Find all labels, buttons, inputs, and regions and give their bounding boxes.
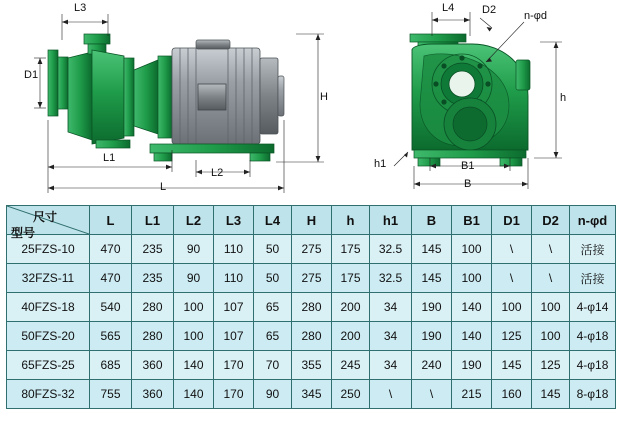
table-cell-D1: 100 xyxy=(492,293,532,322)
table-cell-L2: 140 xyxy=(174,380,214,409)
table-cell-h1: 32.5 xyxy=(370,235,412,264)
table-cell-L2: 140 xyxy=(174,351,214,380)
table-cell-D2: \ xyxy=(532,235,570,264)
table-cell-L: 470 xyxy=(90,264,132,293)
table-cell-D2: 145 xyxy=(532,380,570,409)
table-cell-L4: 50 xyxy=(254,264,292,293)
table-cell-D1: \ xyxy=(492,235,532,264)
table-cell-B: 190 xyxy=(412,293,452,322)
table-cell-D2: \ xyxy=(532,264,570,293)
table-cell-L4: 90 xyxy=(254,380,292,409)
table-cell-L2: 90 xyxy=(174,264,214,293)
table-cell-B1: 140 xyxy=(452,322,492,351)
table-cell-L1: 235 xyxy=(132,264,174,293)
table-cell-D1: 125 xyxy=(492,322,532,351)
pump-drawing xyxy=(0,0,621,200)
table-row xyxy=(7,380,616,409)
table-cell-B1: 140 xyxy=(452,293,492,322)
table-cell-h: 245 xyxy=(332,351,370,380)
table-cell-h: 175 xyxy=(332,264,370,293)
table-cell-n-phi-d: 4-φ14 xyxy=(570,293,616,322)
table-cell-L4: 65 xyxy=(254,293,292,322)
table-cell-n-phi-d: 活接 xyxy=(570,264,616,293)
table-cell-n-phi-d: 活接 xyxy=(570,235,616,264)
table-cell-model: 80FZS-32 xyxy=(7,380,90,409)
table-cell-B1: 100 xyxy=(452,264,492,293)
dim-label-H: H xyxy=(320,91,328,103)
table-header-h: h xyxy=(332,206,370,235)
table-cell-B: \ xyxy=(412,380,452,409)
table-cell-L2: 100 xyxy=(174,322,214,351)
corner-label-size: 尺寸 xyxy=(33,210,58,224)
table-cell-D1: \ xyxy=(492,264,532,293)
table-header-L: L xyxy=(90,206,132,235)
table-cell-h: 175 xyxy=(332,235,370,264)
dim-label-L: L xyxy=(160,181,167,193)
table-cell-L1: 360 xyxy=(132,380,174,409)
table-cell-n-phi-d: 4-φ18 xyxy=(570,351,616,380)
table-cell-h1: \ xyxy=(370,380,412,409)
table-header-D2: D2 xyxy=(532,206,570,235)
table-cell-L3: 110 xyxy=(214,264,254,293)
table-cell-L4: 70 xyxy=(254,351,292,380)
table-row xyxy=(7,235,616,264)
table-cell-L2: 100 xyxy=(174,293,214,322)
dim-label-h1: h1 xyxy=(374,158,387,170)
dim-label-D2: D2 xyxy=(482,4,497,16)
corner-label-model: 型号 xyxy=(11,226,36,240)
table-cell-L: 470 xyxy=(90,235,132,264)
table-cell-B1: 190 xyxy=(452,351,492,380)
table-cell-L3: 110 xyxy=(214,235,254,264)
table-row xyxy=(7,322,616,351)
table-cell-L1: 280 xyxy=(132,293,174,322)
table-header-L4: L4 xyxy=(254,206,292,235)
table-cell-L2: 90 xyxy=(174,235,214,264)
table-cell-D1: 145 xyxy=(492,351,532,380)
table-header-B: B xyxy=(412,206,452,235)
table-cell-h: 200 xyxy=(332,322,370,351)
table-corner-cell xyxy=(7,206,90,240)
dim-label-L3: L3 xyxy=(74,2,87,14)
table-cell-L1: 360 xyxy=(132,351,174,380)
table-cell-B1: 100 xyxy=(452,235,492,264)
table-cell-B1: 215 xyxy=(452,380,492,409)
table-header-h1: h1 xyxy=(370,206,412,235)
table-cell-B: 145 xyxy=(412,264,452,293)
table-cell-L3: 107 xyxy=(214,322,254,351)
table-cell-H: 275 xyxy=(292,264,332,293)
table-cell-h: 200 xyxy=(332,293,370,322)
table-row xyxy=(7,264,616,293)
table-header-H: H xyxy=(292,206,332,235)
table-cell-B: 240 xyxy=(412,351,452,380)
table-cell-L: 755 xyxy=(90,380,132,409)
table-cell-model: 40FZS-18 xyxy=(7,293,90,322)
table-cell-model: 50FZS-20 xyxy=(7,322,90,351)
table-header-D1: D1 xyxy=(492,206,532,235)
table-cell-H: 280 xyxy=(292,293,332,322)
table-cell-n-phi-d: 4-φ18 xyxy=(570,322,616,351)
dim-label-D1: D1 xyxy=(24,69,39,81)
dim-label-h: h xyxy=(560,92,567,104)
dim-label-L1: L1 xyxy=(103,152,116,164)
table-cell-L1: 280 xyxy=(132,322,174,351)
table-cell-L: 565 xyxy=(90,322,132,351)
table-row xyxy=(7,351,616,380)
table-cell-h1: 34 xyxy=(370,351,412,380)
table-cell-model: 32FZS-11 xyxy=(7,264,90,293)
table-cell-L3: 107 xyxy=(214,293,254,322)
dimension-table xyxy=(6,205,616,409)
table-cell-L4: 65 xyxy=(254,322,292,351)
table-header-row xyxy=(7,206,616,235)
table-cell-model: 65FZS-25 xyxy=(7,351,90,380)
dim-label-n-phi-d: n-φd xyxy=(524,10,548,22)
table-header-B1: B1 xyxy=(452,206,492,235)
table-cell-B: 145 xyxy=(412,235,452,264)
table-cell-model: 25FZS-10 xyxy=(7,235,90,264)
table-cell-L: 540 xyxy=(90,293,132,322)
table-cell-L3: 170 xyxy=(214,380,254,409)
table-cell-h: 250 xyxy=(332,380,370,409)
table-cell-L3: 170 xyxy=(214,351,254,380)
dim-label-B1: B1 xyxy=(461,160,475,172)
table-header-L3: L3 xyxy=(214,206,254,235)
table-cell-h1: 34 xyxy=(370,293,412,322)
table-cell-D2: 100 xyxy=(532,293,570,322)
table-cell-D2: 100 xyxy=(532,322,570,351)
table-cell-D2: 125 xyxy=(532,351,570,380)
dim-label-L2: L2 xyxy=(211,167,224,179)
front-view xyxy=(394,12,562,189)
dim-label-B: B xyxy=(464,178,472,190)
table-row xyxy=(7,293,616,322)
table-header-L1: L1 xyxy=(132,206,174,235)
table-cell-L: 685 xyxy=(90,351,132,380)
table-cell-L4: 50 xyxy=(254,235,292,264)
dim-label-L4: L4 xyxy=(442,2,455,14)
table-cell-h1: 32.5 xyxy=(370,264,412,293)
table-cell-H: 280 xyxy=(292,322,332,351)
table-header-L2: L2 xyxy=(174,206,214,235)
table-cell-n-phi-d: 8-φ18 xyxy=(570,380,616,409)
table-cell-H: 355 xyxy=(292,351,332,380)
table-cell-H: 275 xyxy=(292,235,332,264)
table-header-n-phi-d: n-φd xyxy=(570,206,616,235)
side-view xyxy=(34,14,324,193)
table-cell-B: 190 xyxy=(412,322,452,351)
table-cell-H: 345 xyxy=(292,380,332,409)
pump-drawing-svg xyxy=(0,0,621,200)
table-cell-D1: 160 xyxy=(492,380,532,409)
table-cell-L1: 235 xyxy=(132,235,174,264)
table-cell-h1: 34 xyxy=(370,322,412,351)
